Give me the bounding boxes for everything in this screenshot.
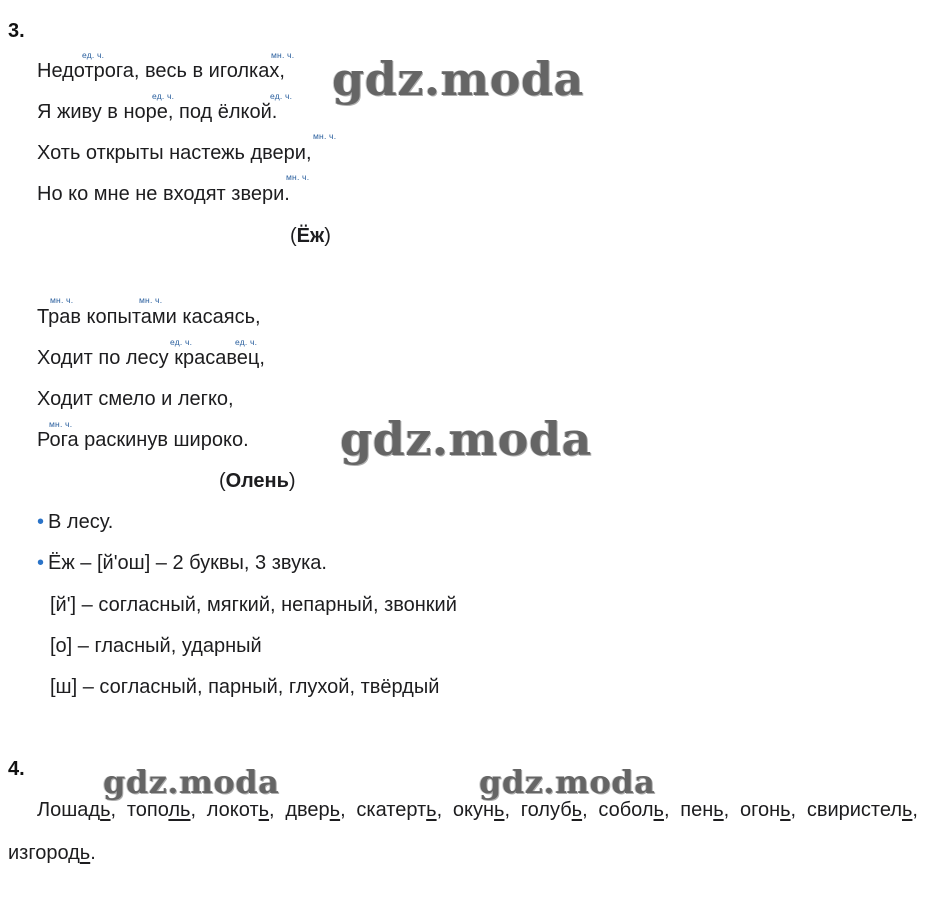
- bullet-item: • В лесу.: [37, 511, 114, 533]
- note-sg: ед. ч.: [235, 337, 258, 347]
- poem-line: Ходит по лесу красавец,: [37, 347, 265, 369]
- note-pl: мн. ч.: [49, 419, 73, 429]
- word-item: дверь: [285, 799, 341, 821]
- note-pl: мн. ч.: [139, 295, 163, 305]
- word-item: окунь: [452, 799, 505, 821]
- note-pl: мн. ч.: [286, 172, 310, 182]
- poem-line: Рога раскинув широко.: [37, 429, 249, 451]
- sound-line: [о] – гласный, ударный: [50, 635, 262, 657]
- note-pl: мн. ч.: [313, 131, 337, 141]
- word-item: скатерть: [356, 799, 437, 821]
- word-item: свиристель: [806, 799, 913, 821]
- watermark: gdz.moda: [479, 763, 656, 801]
- word-item: тополь: [126, 799, 191, 821]
- poem-line: Трав копытами касаясь,: [37, 306, 261, 328]
- bullet-item: • Ёж – [й'ош] – 2 буквы, 3 звука.: [37, 552, 327, 574]
- sound-line: [ш] – согласный, парный, глухой, твёрдый: [50, 676, 440, 698]
- word-item: голубь: [520, 799, 583, 821]
- task-number-4: 4.: [8, 758, 25, 780]
- poem-line: Ходит смело и легко,: [37, 388, 234, 410]
- bullet-dot-icon: •: [37, 511, 45, 533]
- word-item: огонь: [739, 799, 791, 821]
- poem-line: Но ко мне не входят звери.: [37, 183, 290, 205]
- note-sg: ед. ч.: [270, 91, 293, 101]
- word-item: Лошадь: [37, 799, 111, 821]
- note-sg: ед. ч.: [82, 50, 105, 60]
- note-sg: ед. ч.: [152, 91, 175, 101]
- note-sg: ед. ч.: [170, 337, 193, 347]
- watermark: gdz.moda: [332, 52, 584, 106]
- riddle-answer: (Олень): [219, 470, 296, 492]
- poem-line: Недотрога, весь в иголках,: [37, 60, 285, 82]
- sound-line: [й'] – согласный, мягкий, непарный, звонкий: [50, 594, 457, 616]
- poem-line: Я живу в норе, под ёлкой.: [37, 101, 278, 123]
- task-number-3: 3.: [8, 20, 25, 42]
- word-item: изгородь: [8, 842, 91, 864]
- poem-line: Хоть открыты настежь двери,: [37, 142, 312, 164]
- watermark: gdz.moda: [340, 412, 592, 466]
- word-list: Лошадь, тополь, локоть, дверь, скатерть, окунь, голубь, соболь, пень, огонь, свиристель, изгородь.: [8, 799, 918, 864]
- riddle-answer: (Ёж): [290, 225, 331, 247]
- word-item: локоть: [206, 799, 270, 821]
- word-item: пень: [680, 799, 724, 821]
- bullet-dot-icon: •: [37, 552, 45, 574]
- word-item: соболь: [598, 799, 664, 821]
- watermark: gdz.moda: [103, 763, 280, 801]
- note-pl: мн. ч.: [50, 295, 74, 305]
- note-pl: мн. ч.: [271, 50, 295, 60]
